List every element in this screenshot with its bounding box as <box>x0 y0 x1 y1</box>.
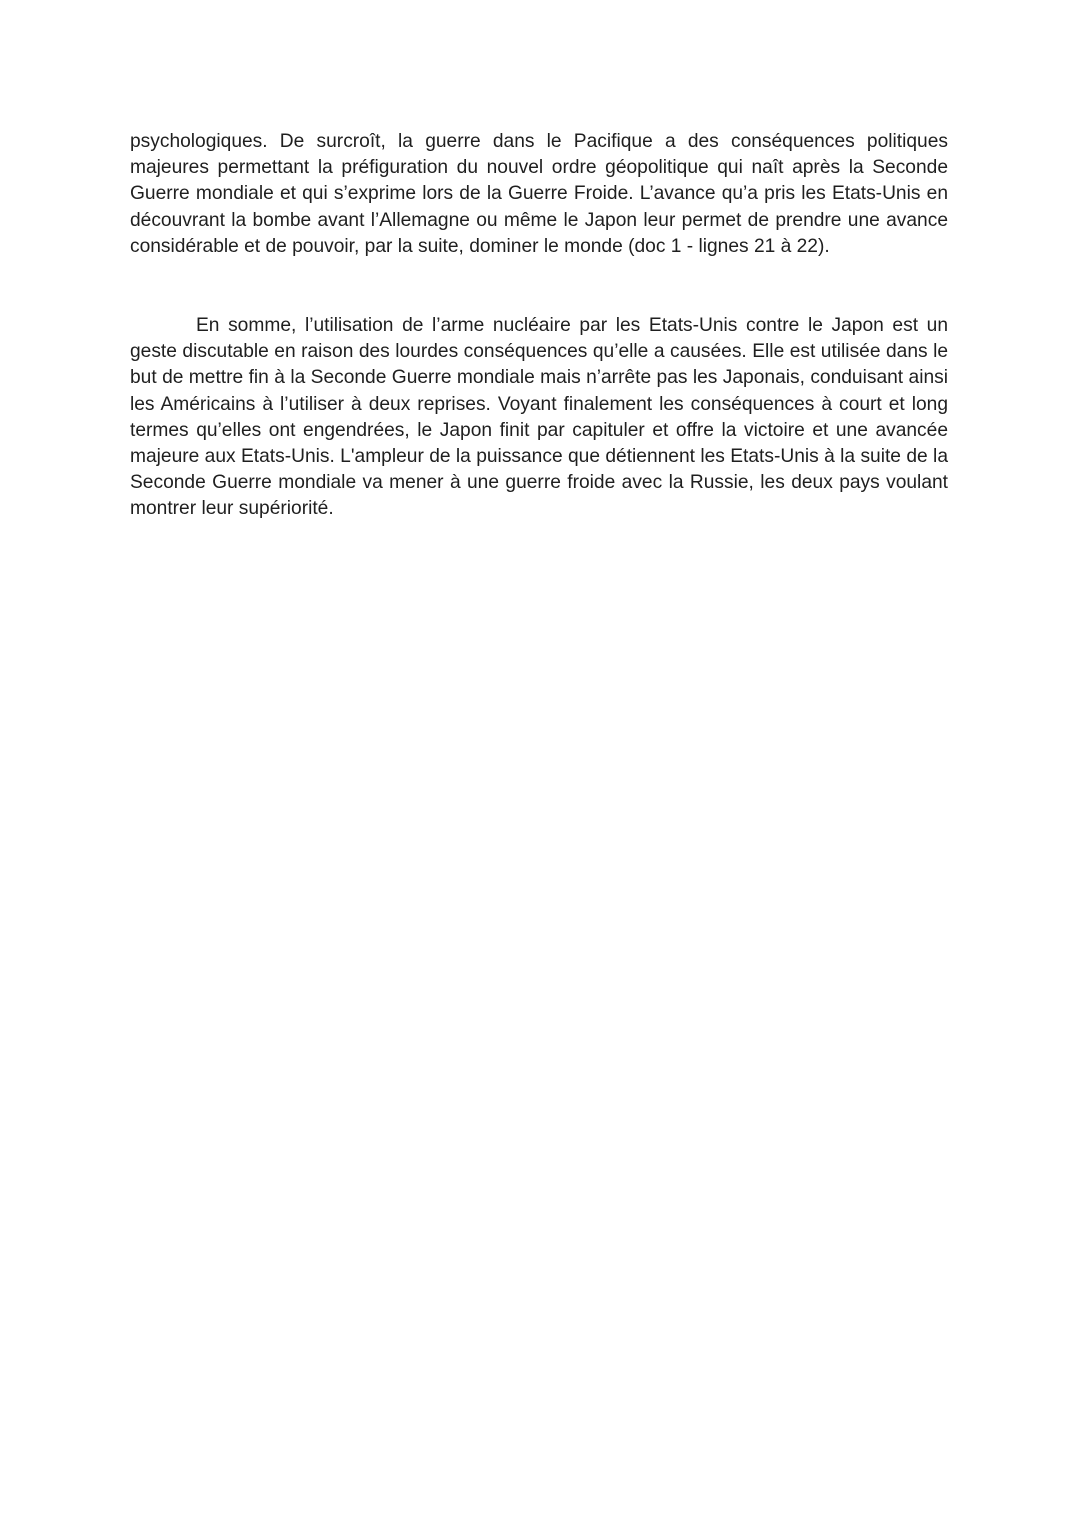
paragraph-conclusion: En somme, l’utilisation de l’arme nucléaire par les Etats-Unis contre le Japon est un geste discutable en raison des lourdes conséquences qu’elle a causées. Elle est utilisée dans le but de mettre fin à la Seconde Guerre mondiale mais n’arrête pas les Japonais, conduisant ainsi les Américains à l’utiliser à deux reprises. Voyant finalement les conséquences à court et long termes qu’elles ont engendrées, le Japon finit par capituler et offre la victoire et une avancée majeure aux Etats-Unis. L'ampleur de la puissance que détiennent les Etats-Unis à la suite de la Seconde Guerre mondiale va mener à une guerre froide avec la Russie, les deux pays voulant montrer leur supériorité. <box>130 315 948 520</box>
paragraph-continuation: psychologiques. De surcroît, la guerre dans le Pacifique a des conséquences politiques majeures permettant la préfiguration du nouvel ordre géopolitique qui naît après la Seconde Guerre mondiale et qui s’exprime lors de la Guerre Froide. L’avance qu’a pris les Etats-Unis en découvrant la bombe avant l’Allemagne ou même le Japon leur permet de prendre une avance considérable et de pouvoir, par la suite, dominer le monde (doc 1 - lignes 21 à 22). <box>130 131 948 257</box>
